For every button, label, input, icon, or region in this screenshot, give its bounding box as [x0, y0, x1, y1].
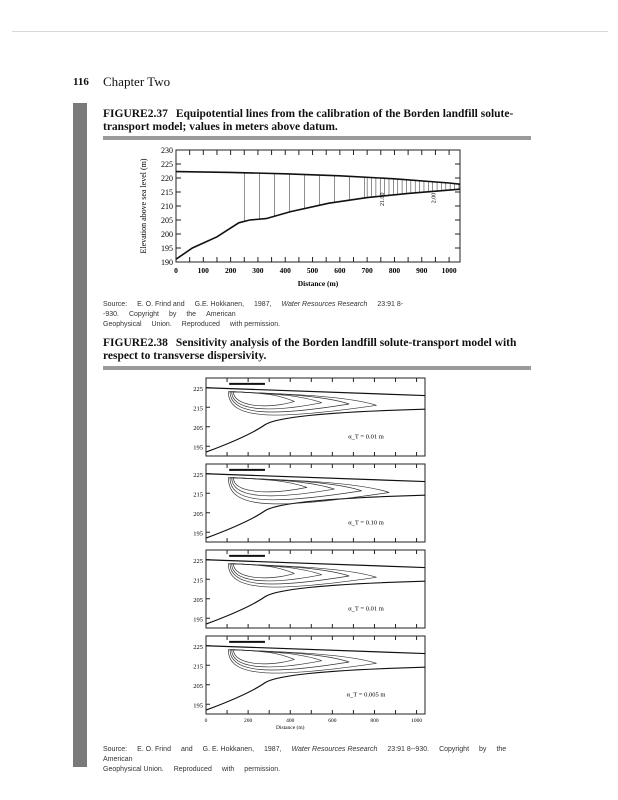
figure-2-38-caption — [103, 337, 533, 363]
concentration-contour — [230, 564, 349, 584]
figure-2-37-chart — [130, 142, 470, 292]
figure-title: Sensitivity analysis of the Borden landfill solute-transport model with respect to transverse dispersivity. — [103, 337, 517, 362]
panel-frame — [206, 378, 425, 456]
source-word: and — [180, 746, 193, 753]
x-axis-label: Distance (m) — [297, 279, 339, 288]
y-tick-label: 195 — [193, 444, 203, 452]
y-axis-label: Elevation above sea level (m) — [139, 158, 148, 254]
x-axis-label: Distance (m) — [275, 725, 305, 731]
x-tick-label: 200 — [224, 266, 237, 275]
top-rule — [12, 31, 608, 32]
y-tick-label: 205 — [193, 510, 203, 518]
source-word: by — [479, 746, 487, 753]
source-note-1 — [103, 300, 523, 330]
source-word: G.E. Hokkanen, — [194, 301, 245, 308]
x-tick-label: 800 — [388, 266, 401, 275]
y-tick-label: 215 — [161, 188, 173, 197]
panel-frame — [206, 464, 425, 542]
y-tick-label: 215 — [193, 577, 203, 585]
y-tick-label: 195 — [193, 530, 203, 538]
y-tick-label: 225 — [193, 471, 203, 479]
chapter-title: Chapter Two — [103, 74, 171, 89]
x-tick-label: 400 — [286, 718, 295, 724]
source-word: E. O. Frind — [137, 746, 171, 753]
panel — [193, 636, 425, 731]
source-word: the — [186, 311, 197, 318]
x-tick-label: 1000 — [411, 718, 423, 724]
source-word: Geophysical Union. — [103, 766, 164, 773]
panel-label: α_T = 0.01 m — [348, 605, 384, 613]
y-tick-label: 205 — [193, 596, 203, 604]
source-word: 1987, — [254, 301, 272, 308]
source-word: Source: — [103, 746, 128, 753]
caption-rule — [103, 366, 531, 370]
source-word: Water Resources Research — [291, 746, 378, 753]
source-word: Copyright — [439, 746, 470, 753]
source-word: with — [221, 766, 235, 773]
figure-number: FIGURE2.37 — [103, 108, 168, 120]
x-tick-label: 300 — [252, 266, 264, 275]
source-word: 23:91 8--930. — [387, 746, 430, 753]
source-word: Geophysical — [103, 321, 142, 328]
figure-2-37-caption — [103, 108, 533, 134]
y-tick-label: 210 — [161, 202, 173, 211]
series-water-table — [176, 172, 460, 185]
contour-label: 21.00 — [380, 192, 387, 206]
y-tick-label: 195 — [161, 244, 173, 253]
margin-bar — [73, 103, 87, 767]
y-tick-label: 225 — [193, 643, 203, 651]
y-tick-label: 215 — [193, 663, 203, 671]
x-tick-label: 0 — [204, 718, 208, 724]
panel — [193, 464, 425, 542]
x-tick-label: 600 — [328, 718, 337, 724]
source-word: Reproduced — [173, 766, 212, 773]
y-tick-label: 225 — [161, 160, 173, 169]
concentration-contour — [230, 478, 362, 500]
y-tick-label: 200 — [161, 230, 173, 239]
panel — [193, 550, 425, 628]
x-tick-label: 1000 — [441, 266, 457, 275]
panel-label: α_T = 0.10 m — [348, 519, 384, 527]
aquifer-base — [206, 409, 425, 452]
panel-frame — [206, 550, 425, 628]
page-number: 116 — [73, 76, 89, 88]
aquifer-base — [206, 581, 425, 624]
panel-label: α_T = 0.005 m — [346, 691, 386, 699]
x-tick-label: 400 — [279, 266, 291, 275]
y-tick-label: 195 — [193, 616, 203, 624]
panel-frame — [206, 636, 425, 714]
x-tick-label: 500 — [306, 266, 319, 275]
source-word: Water Resources Research — [281, 301, 368, 308]
source-word: the American — [103, 746, 507, 763]
y-tick-label: 230 — [161, 146, 173, 155]
figure-number: FIGURE2.38 — [103, 337, 168, 349]
concentration-contour — [230, 392, 349, 412]
y-tick-label: 205 — [193, 682, 203, 690]
y-tick-label: 205 — [161, 216, 173, 225]
source-word: Copyright — [128, 311, 159, 318]
caption-rule — [103, 136, 531, 140]
y-tick-label: 225 — [193, 385, 203, 393]
y-tick-label: 215 — [193, 405, 203, 413]
x-tick-label: 600 — [334, 266, 346, 275]
source-word: by — [168, 311, 177, 318]
contour-label: 2.00 — [431, 192, 438, 204]
y-tick-label: 190 — [161, 258, 173, 267]
y-tick-label: 215 — [193, 491, 203, 499]
source-word: 1987, — [264, 746, 282, 753]
y-tick-label: 195 — [193, 702, 203, 710]
source-word: with permission. — [229, 321, 281, 328]
x-tick-label: 900 — [416, 266, 428, 275]
figure-title: Equipotential lines from the calibration of the Borden landfill solute-transport model; values in meters above datum. — [103, 108, 514, 133]
x-tick-label: 100 — [197, 266, 209, 275]
y-tick-label: 205 — [193, 424, 203, 432]
source-word: American — [206, 311, 236, 318]
figure-2-38-chart — [180, 372, 440, 740]
series-aquifer-base — [176, 189, 460, 259]
source-word: E. O. Frind and — [137, 301, 185, 308]
source-word: Source: — [103, 301, 128, 308]
x-tick-label: 800 — [370, 718, 379, 724]
x-tick-label: 0 — [174, 266, 178, 275]
y-tick-label: 220 — [161, 174, 173, 183]
source-word: G. E. Hokkanen, — [202, 746, 255, 753]
panel — [193, 378, 425, 456]
aquifer-base — [206, 667, 425, 710]
source-note-2 — [103, 745, 523, 775]
panel-label: α_T = 0.01 m — [348, 433, 384, 441]
x-tick-label: 700 — [361, 266, 373, 275]
y-tick-label: 225 — [193, 557, 203, 565]
source-word: Reproduced — [181, 321, 220, 328]
concentration-contour — [230, 650, 349, 670]
source-word: 23:91 8--930. — [103, 301, 404, 318]
source-word: permission. — [244, 766, 281, 773]
x-tick-label: 200 — [243, 718, 253, 724]
source-word: Union. — [151, 321, 172, 328]
